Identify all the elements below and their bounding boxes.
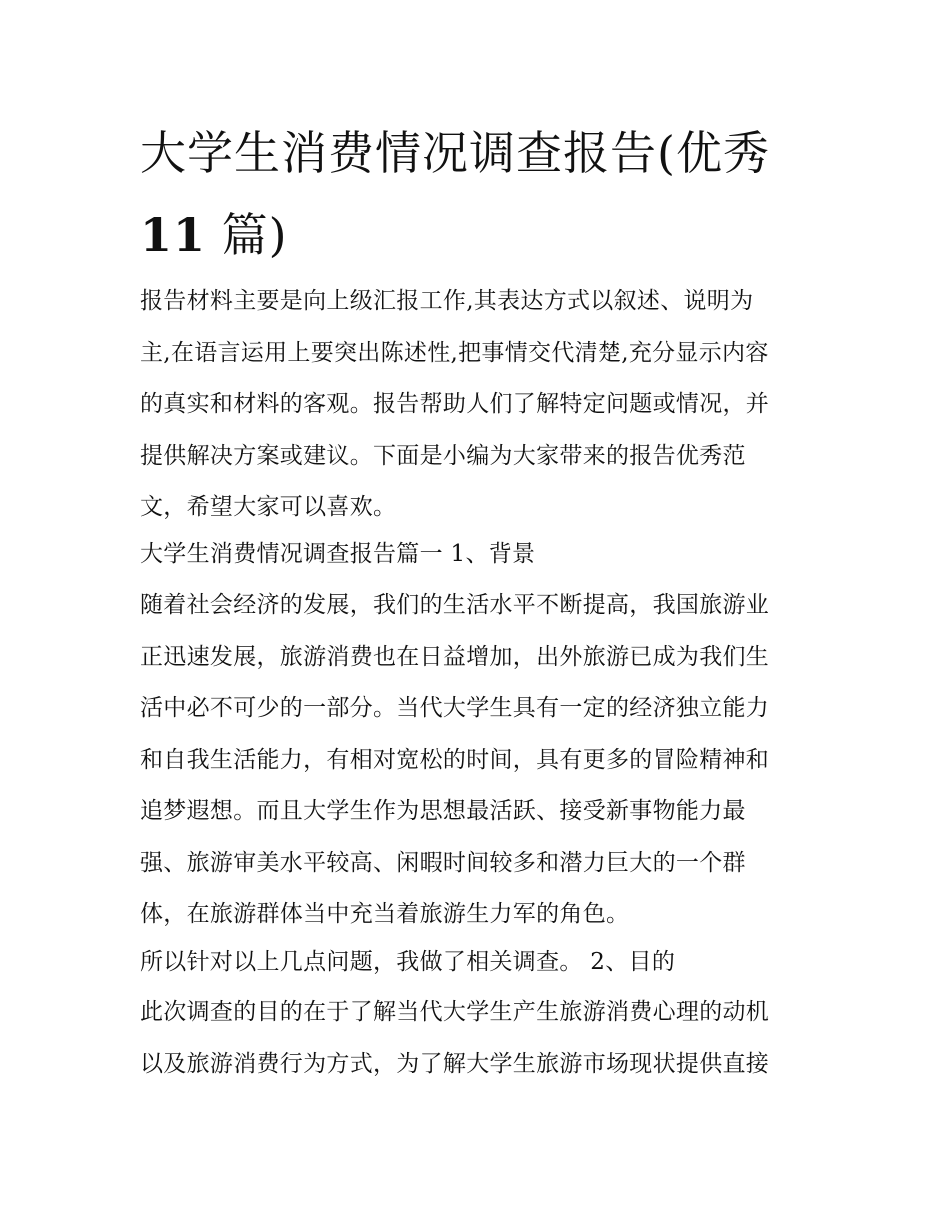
title-line-2 xyxy=(140,194,820,276)
background-paragraph xyxy=(140,580,820,941)
background-line: 强、旅游审美水平较高、闲暇时间较多和潜力巨大的一个群 xyxy=(140,849,746,876)
background-line: 随着社会经济的发展，我们的生活水平不断提高，我国旅游业 xyxy=(140,592,770,618)
purpose-heading xyxy=(140,937,820,989)
intro-line: 主,在语言运用上要突出陈述性,把事情交代清楚,充分显示内容 xyxy=(140,339,769,366)
intro-line: 文，希望大家可以喜欢。 xyxy=(140,494,397,520)
purpose-line: 此次调查的目的在于了解当代大学生产生旅游消费心理的动机 xyxy=(140,999,770,1025)
section-heading xyxy=(140,529,820,581)
purpose-heading-text: 所以针对以上几点问题，我做了相关调查。 2、目的 xyxy=(140,949,676,975)
background-line: 体，在旅游群体当中充当着旅游生力军的角色。 xyxy=(140,901,630,927)
intro-line: 的真实和材料的客观。报告帮助人们了解特定问题或情况，并 xyxy=(140,391,770,417)
title-line-1: 大学生消费情况调查报告(优秀 xyxy=(140,126,770,180)
section-heading-text: 大学生消费情况调查报告篇一 1、背景 xyxy=(140,541,536,567)
background-line: 追梦遐想。而且大学生作为思想最活跃、接受新事物能力最 xyxy=(140,798,746,824)
background-line: 活中必不可少的一部分。当代大学生具有一定的经济独立能力 xyxy=(140,695,770,721)
intro-line: 报告材料主要是向上级汇报工作,其表达方式以叙述、说明为 xyxy=(140,288,754,314)
background-line: 正迅速发展，旅游消费也在日益增加，出外旅游已成为我们生 xyxy=(140,643,770,670)
intro-paragraph xyxy=(140,276,820,534)
document-title xyxy=(140,112,820,276)
title-suffix: 篇) xyxy=(206,208,288,262)
purpose-paragraph xyxy=(140,987,820,1090)
purpose-line: 以及旅游消费行为方式，为了解大学生旅游市场现状提供直接 xyxy=(140,1050,770,1077)
title-number: 11 xyxy=(140,208,207,262)
background-line: 和自我生活能力，有相对宽松的时间，具有更多的冒险精神和 xyxy=(140,746,770,773)
intro-line: 提供解决方案或建议。下面是小编为大家带来的报告优秀范 xyxy=(140,442,746,469)
